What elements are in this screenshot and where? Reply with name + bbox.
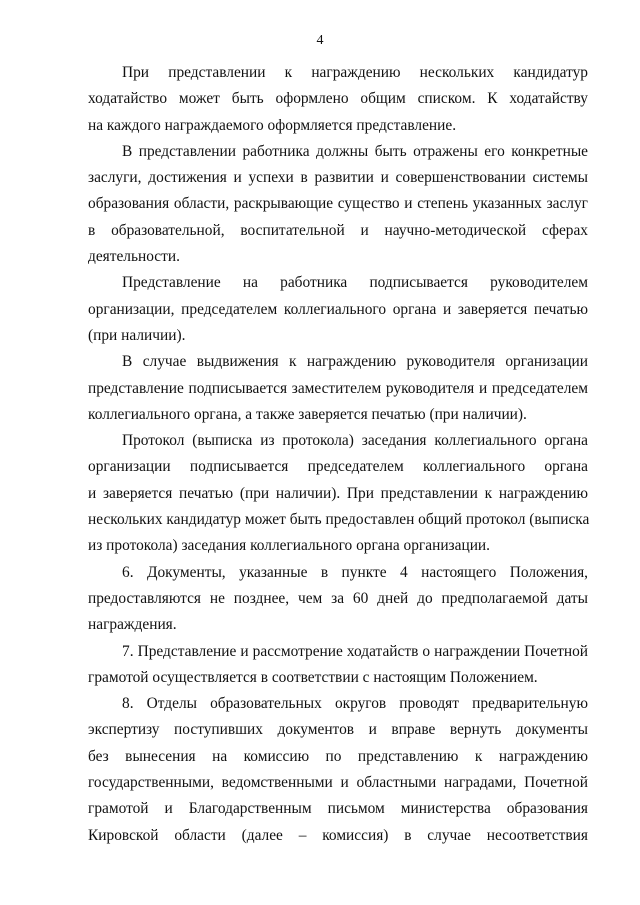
text-line: Кировской области (далее – комиссия) в случае несоответствия: [88, 826, 588, 844]
text-line: организации подписывается председателем коллегиального органа: [88, 458, 588, 476]
text-line: В случае выдвижения к награждению руководителя организации: [122, 353, 588, 371]
text-line: коллегиального органа, а также заверяется печатью (при наличии).: [88, 405, 527, 423]
text-line: на каждого награждаемого оформляется представление.: [88, 116, 457, 134]
paragraph-item-7: [88, 639, 588, 692]
text-line: в образовательной, воспитательной и научно-методической сферах: [88, 221, 588, 239]
text-line: ходатайство может быть оформлено общим списком. К ходатайству: [88, 90, 588, 108]
text-line: экспертизу поступивших документов и вправе вернуть документы: [88, 721, 588, 739]
text-line: нескольких кандидатур может быть предоставлен общий протокол (выписка: [88, 511, 590, 529]
paragraph-item-6: [88, 560, 588, 639]
text-line: Протокол (выписка из протокола) заседания коллегиального органа: [122, 432, 588, 450]
text-line: государственными, ведомственными и областными наградами, Почетной: [88, 774, 588, 792]
paragraph-merits: [88, 139, 588, 270]
text-line: Представление на работника подписывается руководителем: [122, 274, 588, 292]
paragraph-protocol: [88, 428, 588, 559]
text-line: (при наличии).: [88, 326, 186, 344]
text-line: образования области, раскрывающие существо и степень указанных заслуг: [88, 195, 588, 213]
text-line: грамотой осуществляется в соответствии с настоящим Положением.: [88, 668, 538, 686]
text-line: и заверяется печатью (при наличии). При представлении к награждению: [88, 484, 588, 502]
text-line: При представлении к награждению нескольких кандидатур: [122, 64, 588, 81]
text-line: предоставляются не позднее, чем за 60 дней до предполагаемой даты: [88, 589, 588, 607]
paragraph-signature: [88, 270, 588, 349]
paragraph-item-8: [88, 691, 588, 849]
text-line: награждения.: [88, 616, 177, 634]
text-line: 8. Отделы образовательных округов проводят предварительную: [122, 695, 588, 713]
text-line: грамотой и Благодарственным письмом министерства образования: [88, 800, 588, 818]
text-line: 6. Документы, указанные в пункте 4 настоящего Положения,: [122, 563, 588, 581]
text-line: 7. Представление и рассмотрение ходатайств о награждении Почетной: [122, 642, 588, 660]
paragraph-head-nomination: [88, 349, 588, 428]
text-line: без вынесения на комиссию по представлению к награждению: [88, 747, 588, 765]
page-number: 4: [316, 33, 324, 48]
text-line: организации, председателем коллегиального органа и заверяется печатью: [88, 300, 588, 318]
document-body: [88, 60, 588, 849]
text-line: деятельности.: [88, 248, 180, 266]
text-line: из протокола) заседания коллегиального органа организации.: [88, 537, 491, 555]
text-line: представление подписывается заместителем руководителя и председателем: [88, 379, 588, 397]
paragraph-collective-list: [88, 60, 588, 139]
text-line: заслуги, достижения и успехи в развитии и совершенствовании системы: [88, 169, 588, 187]
text-line: В представлении работника должны быть отражены его конкретные: [122, 142, 588, 160]
